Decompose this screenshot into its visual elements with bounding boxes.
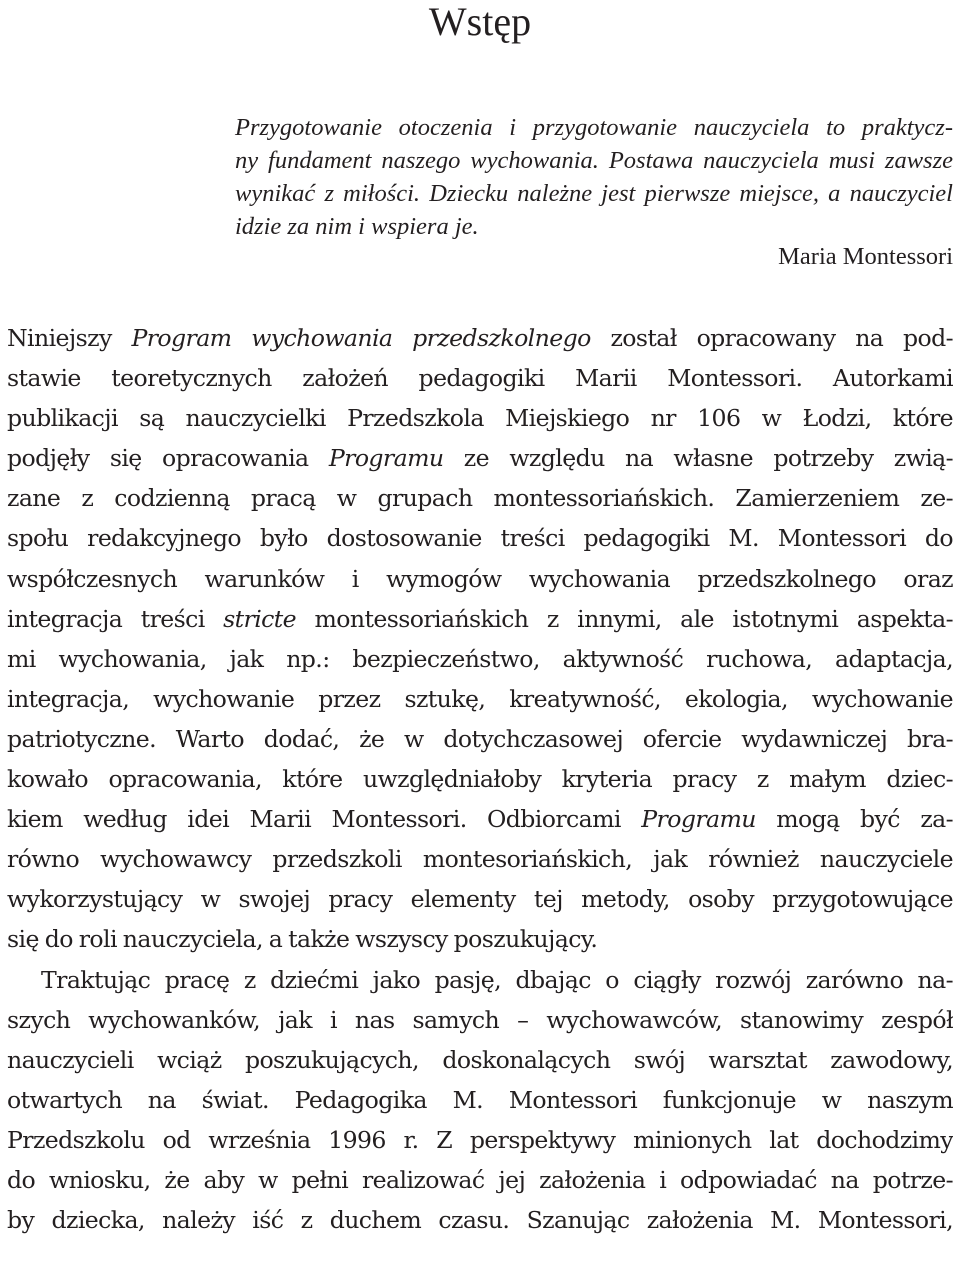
- paragraph-line: zane z codzienną pracą w grupach montessoriańskich. Zamierzeniem ze-: [7, 484, 953, 513]
- emphasis-latin: stricte: [223, 604, 297, 633]
- paragraph-line: Przedszkolu od września 1996 r. Z perspektywy minionych lat dochodzimy: [7, 1125, 953, 1154]
- epigraph-author: Maria Montessori: [778, 243, 953, 270]
- paragraph-line: do wniosku, że aby w pełni realizować jej założenia i odpowiadać na potrze-: [7, 1165, 953, 1194]
- body-text: [7, 318, 953, 1240]
- text-run: podjęły się opracowania: [7, 444, 329, 473]
- document-page: [7, 0, 953, 1271]
- epigraph-line: ny fundament naszego wychowania. Postawa nauczyciela musi zawsze: [235, 147, 953, 174]
- paragraph-line: by dziecka, należy iść z duchem czasu. Szanując założenia M. Montessori,: [7, 1206, 953, 1235]
- emphasis-title: Program wychowania przedszkolnego: [131, 324, 591, 352]
- text-run: Niniejszy: [7, 324, 132, 352]
- paragraph-line: stawie teoretycznych założeń pedagogiki Marii Montessori. Autorkami: [7, 364, 953, 393]
- paragraph-line: równo wychowawcy przedszkoli montesoriańskich, jak również nauczyciele: [7, 845, 953, 874]
- paragraph-line: [7, 799, 953, 839]
- emphasis-title: Programu: [328, 444, 444, 473]
- text-run: został opracowany na pod-: [590, 324, 953, 352]
- epigraph-line: wynikać z miłości. Dziecku należne jest pierwsze miejsce, a nauczyciel: [235, 180, 953, 207]
- chapter-title: Wstęp: [428, 0, 532, 44]
- text-run: integracja treści: [7, 604, 224, 633]
- paragraph-line: [7, 318, 953, 358]
- paragraph-line: się do roli nauczyciela, a także wszyscy poszukujący.: [7, 925, 598, 954]
- paragraph-line: otwartych na świat. Pedagogika M. Montessori funkcjonuje w naszym: [7, 1085, 953, 1114]
- paragraph-line: [7, 599, 953, 639]
- paragraph-line: wykorzystujący w swojej pracy elementy tej metody, osoby przygotowujące: [7, 885, 953, 914]
- paragraph-line: [7, 438, 953, 478]
- paragraph-line: nauczycieli wciąż poszukujących, doskonalących swój warsztat zawodowy,: [7, 1045, 953, 1074]
- epigraph-line: Przygotowanie otoczenia i przygotowanie nauczyciela to praktycz-: [235, 114, 953, 141]
- text-run: montessoriańskich z innymi, ale istotnymi aspekta-: [296, 604, 953, 633]
- paragraph-line: społu redakcyjnego było dostosowanie treści pedagogiki M. Montessori do: [7, 524, 953, 553]
- paragraph-line: integracja, wychowanie przez sztukę, kreatywność, ekologia, wychowanie: [7, 684, 953, 713]
- paragraph-line: szych wychowanków, jak i nas samych – wychowawców, stanowimy zespół: [7, 1005, 953, 1034]
- epigraph-quote: [235, 111, 953, 243]
- paragraph-line: mi wychowania, jak np.: bezpieczeństwo, aktywność ruchowa, adaptacja,: [7, 644, 953, 673]
- paragraph-line: współczesnych warunków i wymogów wychowania przedszkolnego oraz: [7, 564, 953, 593]
- text-run: kiem według idei Marii Montessori. Odbiorcami: [7, 805, 642, 834]
- text-run: mogą być za-: [755, 805, 953, 834]
- epigraph-line: idzie za nim i wspiera je.: [235, 213, 479, 240]
- paragraph-line: Traktując pracę z dziećmi jako pasję, dbając o ciągły rozwój zarówno na-: [41, 965, 953, 994]
- paragraph-line: patriotyczne. Warto dodać, że w dotychczasowej ofercie wydawniczej bra-: [7, 724, 953, 753]
- emphasis-title: Programu: [641, 805, 756, 834]
- paragraph-line: publikacji są nauczycielki Przedszkola Miejskiego nr 106 w Łodzi, które: [7, 404, 953, 433]
- text-run: ze względu na własne potrzeby zwią-: [443, 444, 953, 473]
- paragraph-line: kowało opracowania, które uwzględniałoby kryteria pracy z małym dziec-: [7, 765, 953, 794]
